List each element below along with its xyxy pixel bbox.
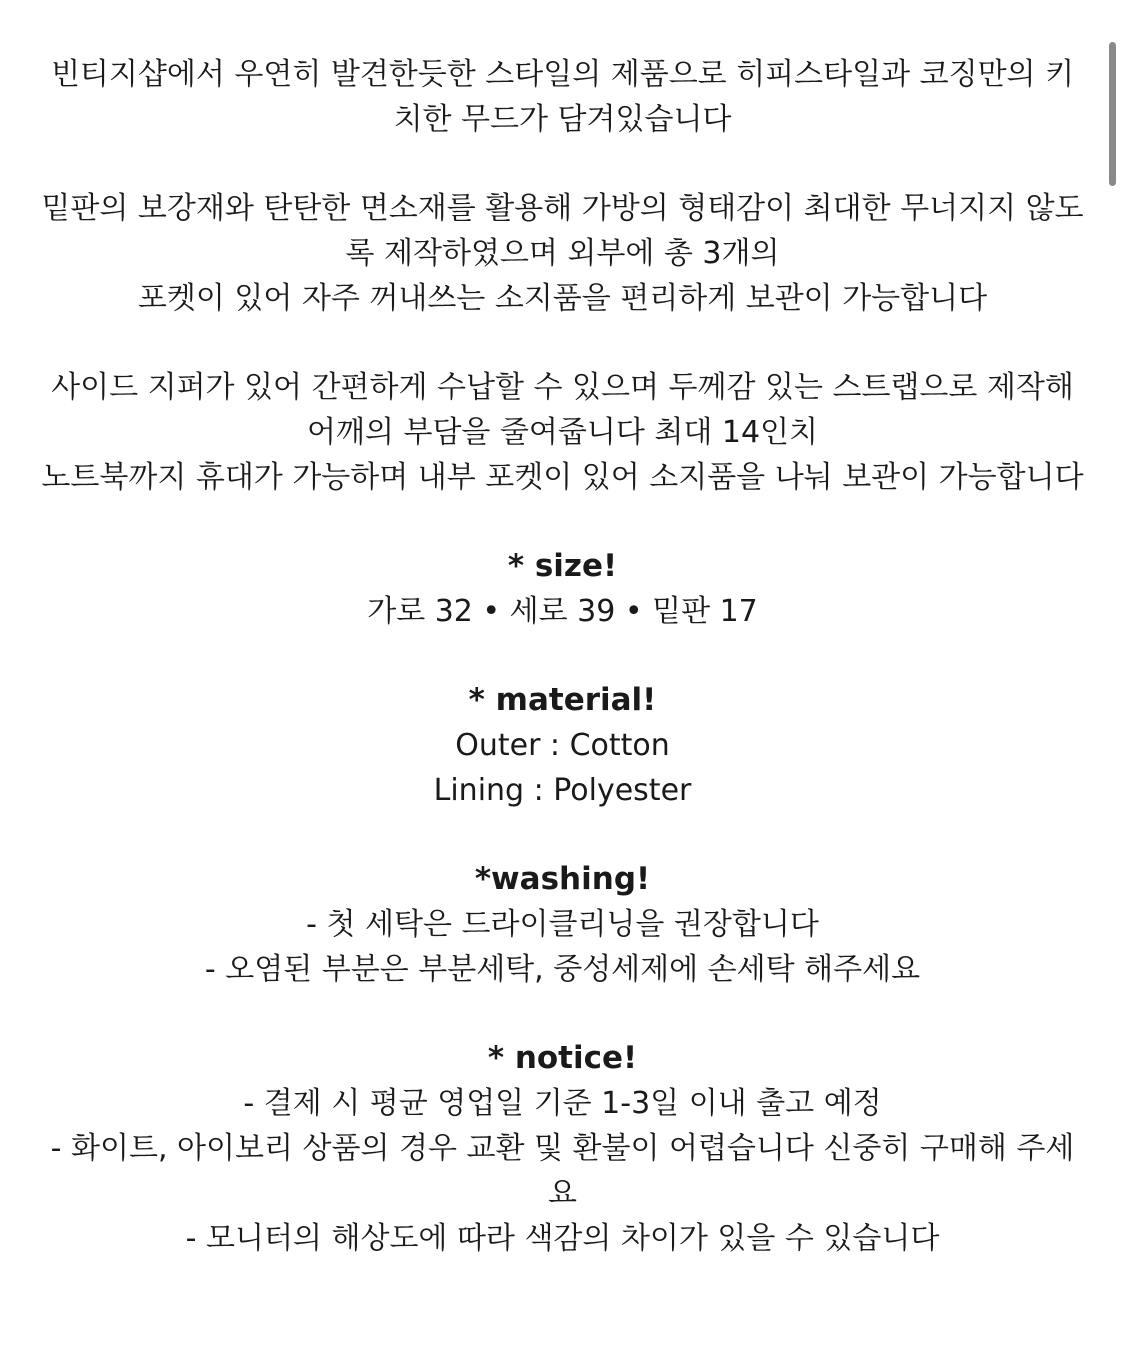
material-section	[30, 678, 1095, 813]
text-line: Outer : Cotton	[455, 728, 670, 763]
text-line: - 오염된 부분은 부분세탁, 중성세제에 손세탁 해주세요	[204, 952, 921, 987]
text-line: 치한 무드가 담겨있습니다	[393, 102, 732, 137]
text-line: 요	[548, 1176, 577, 1211]
product-description	[30, 52, 1095, 1305]
washing-heading: *washing!	[474, 861, 651, 897]
text-line: 가로 32 • 세로 39 • 밑판 17	[367, 594, 758, 629]
text-line: Lining : Polyester	[433, 773, 692, 808]
washing-section	[30, 857, 1095, 992]
text-line: 노트북까지 휴대가 가능하며 내부 포켓이 있어 소지품을 나눠 보관이 가능합니다	[41, 460, 1084, 495]
notice-heading: * notice!	[487, 1040, 638, 1076]
text-line: - 결제 시 평균 영업일 기준 1-3일 이내 출고 예정	[243, 1086, 882, 1121]
intro-paragraph-2	[30, 186, 1095, 321]
text-line: 사이드 지퍼가 있어 간편하게 수납할 수 있으며 두께감 있는 스트랩으로 제작해	[51, 370, 1074, 405]
scrollbar-thumb[interactable]	[1109, 42, 1116, 186]
size-heading: * size!	[507, 548, 618, 584]
notice-section	[30, 1036, 1095, 1261]
size-section	[30, 544, 1095, 634]
intro-paragraph-3	[30, 365, 1095, 500]
text-line: 어깨의 부담을 줄여줍니다 최대 14인치	[306, 415, 819, 450]
text-line: 밑판의 보강재와 탄탄한 면소재를 활용해 가방의 형태감이 최대한 무너지지 않도	[41, 191, 1084, 226]
material-heading: * material!	[468, 682, 657, 718]
text-line: 록 제작하였으며 외부에 총 3개의	[345, 236, 780, 271]
text-line: - 화이트, 아이보리 상품의 경우 교환 및 환불이 어렵습니다 신중히 구매해 주세	[50, 1131, 1075, 1166]
text-line: - 모니터의 해상도에 따라 색감의 차이가 있을 수 있습니다	[185, 1221, 940, 1256]
text-line: 빈티지샵에서 우연히 발견한듯한 스타일의 제품으로 히피스타일과 코징만의 키	[50, 57, 1075, 92]
text-line: - 첫 세탁은 드라이클리닝을 권장합니다	[306, 907, 819, 942]
text-line: 포켓이 있어 자주 꺼내쓰는 소지품을 편리하게 보관이 가능합니다	[137, 281, 988, 316]
intro-paragraph-1	[30, 52, 1095, 142]
